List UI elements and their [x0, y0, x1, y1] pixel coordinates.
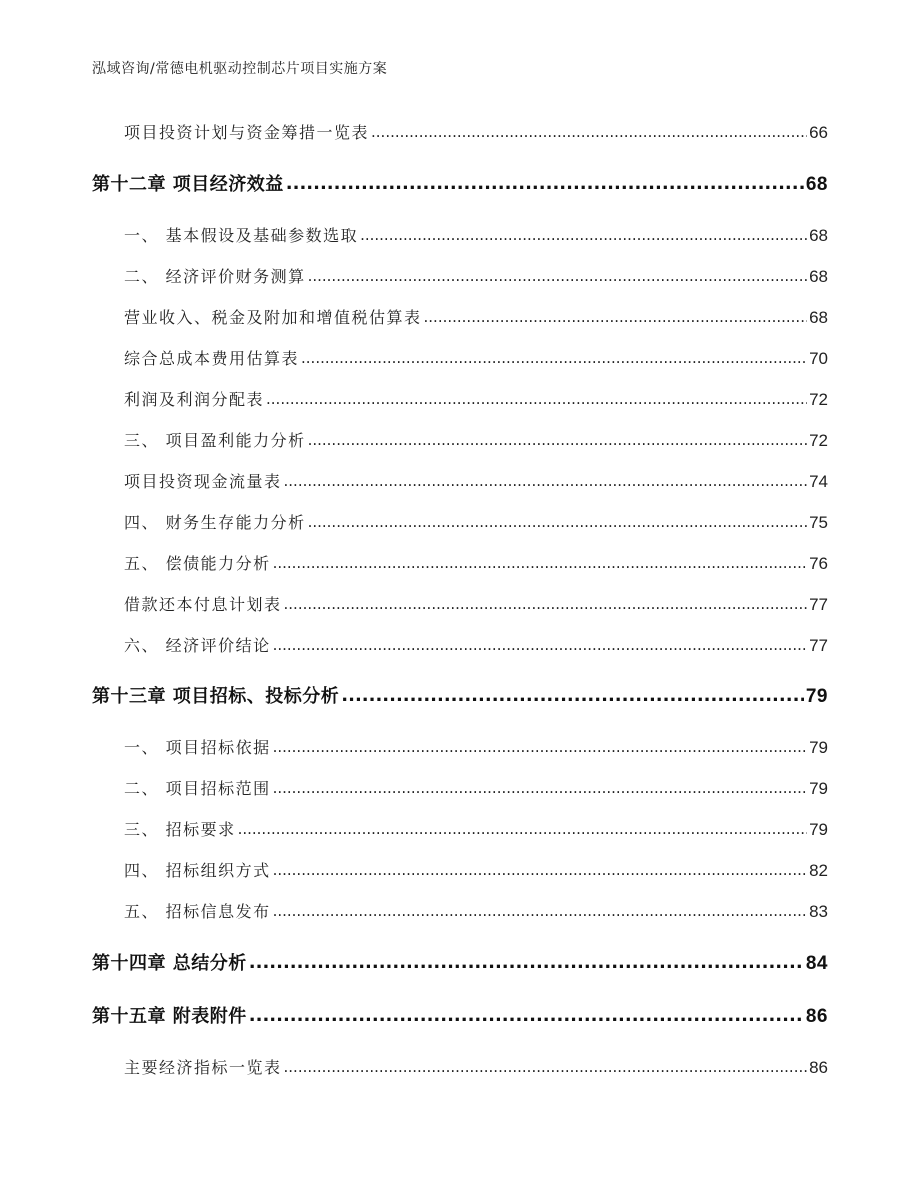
toc-entry-page: 68 — [809, 226, 828, 245]
toc-entry-page: 77 — [809, 636, 828, 655]
toc-entry[interactable] — [124, 473, 828, 490]
toc-entry-page: 68 — [809, 308, 828, 327]
dot-leader — [286, 175, 804, 193]
toc-entry-title: 四、 招标组织方式 — [124, 861, 271, 880]
dot-leader — [273, 555, 807, 571]
toc-entry[interactable] — [124, 309, 828, 326]
dot-leader — [266, 391, 807, 407]
toc-chapter-title: 第十三章 项目招标、投标分析 — [92, 686, 340, 707]
toc-entry-title: 二、 经济评价财务测算 — [124, 267, 306, 286]
dot-leader — [273, 739, 807, 755]
toc-entry-page: 86 — [809, 1058, 828, 1077]
toc-entry[interactable] — [124, 227, 828, 244]
toc-entry-title: 二、 项目招标范围 — [124, 779, 271, 798]
dot-leader — [371, 124, 807, 140]
toc-entry-title: 综合总成本费用估算表 — [124, 349, 300, 368]
dot-leader — [284, 1059, 808, 1075]
toc-chapter-page: 79 — [805, 686, 828, 707]
dot-leader — [308, 268, 807, 284]
toc-entry-title: 五、 招标信息发布 — [124, 902, 271, 921]
toc-entry[interactable] — [124, 350, 828, 367]
toc-entry[interactable] — [124, 555, 828, 572]
toc-entry-page: 82 — [809, 861, 828, 880]
toc-entry-title: 借款还本付息计划表 — [124, 595, 282, 614]
toc-entry-title: 五、 偿债能力分析 — [124, 554, 271, 573]
toc-entry-title: 利润及利润分配表 — [124, 390, 265, 409]
toc-entry[interactable] — [124, 862, 828, 879]
toc-entry[interactable] — [124, 432, 828, 449]
toc-chapter-page: 68 — [805, 174, 828, 195]
dot-leader — [284, 596, 808, 612]
toc-entry-page: 74 — [809, 472, 828, 491]
toc-entry-page: 79 — [809, 779, 828, 798]
toc-entry[interactable] — [124, 637, 828, 654]
toc-entry-page: 77 — [809, 595, 828, 614]
toc-entry[interactable] — [124, 124, 828, 141]
toc-chapter-title: 第十二章 项目经济效益 — [92, 174, 284, 195]
toc-chapter-page: 86 — [805, 1006, 828, 1027]
toc-chapter-entry[interactable] — [92, 1007, 828, 1026]
toc-chapter-title: 第十五章 附表附件 — [92, 1006, 247, 1027]
toc-chapter-page: 84 — [805, 953, 828, 974]
toc-entry[interactable] — [124, 903, 828, 920]
running-header: 泓域咨询/常德电机驱动控制芯片项目实施方案 — [92, 61, 388, 77]
toc-entry-title: 四、 财务生存能力分析 — [124, 513, 306, 532]
toc-entry[interactable] — [124, 739, 828, 756]
dot-leader — [308, 514, 807, 530]
dot-leader — [273, 637, 807, 653]
toc-entry-page: 76 — [809, 554, 828, 573]
dot-leader — [238, 821, 807, 837]
toc-entry[interactable] — [124, 780, 828, 797]
toc-entry-page: 79 — [809, 820, 828, 839]
toc-entry-page: 83 — [809, 902, 828, 921]
toc-entry-title: 一、 基本假设及基础参数选取 — [124, 226, 359, 245]
toc-entry[interactable] — [124, 514, 828, 531]
dot-leader — [249, 1007, 804, 1025]
dot-leader — [284, 473, 808, 489]
toc-entry-page: 75 — [809, 513, 828, 532]
toc-entry-page: 79 — [809, 738, 828, 757]
dot-leader — [341, 687, 804, 705]
dot-leader — [360, 227, 807, 243]
dot-leader — [273, 903, 807, 919]
dot-leader — [273, 862, 807, 878]
toc-chapter-entry[interactable] — [92, 175, 828, 194]
dot-leader — [273, 780, 807, 796]
toc-entry-title: 项目投资现金流量表 — [124, 472, 282, 491]
toc-chapter-title: 第十四章 总结分析 — [92, 953, 247, 974]
toc-entry[interactable] — [124, 391, 828, 408]
toc-chapter-entry[interactable] — [92, 954, 828, 973]
dot-leader — [301, 350, 807, 366]
toc-entry[interactable] — [124, 821, 828, 838]
toc-entry-title: 主要经济指标一览表 — [124, 1058, 282, 1077]
dot-leader — [308, 432, 807, 448]
toc-entry-title: 六、 经济评价结论 — [124, 636, 271, 655]
toc-entry-page: 70 — [809, 349, 828, 368]
toc-entry-title: 项目投资计划与资金筹措一览表 — [124, 123, 370, 142]
toc-entry[interactable] — [124, 1059, 828, 1076]
toc-entry-title: 三、 招标要求 — [124, 820, 236, 839]
toc-entry-page: 72 — [809, 390, 828, 409]
toc-entry-title: 三、 项目盈利能力分析 — [124, 431, 306, 450]
dot-leader — [249, 954, 804, 972]
toc-entry-title: 一、 项目招标依据 — [124, 738, 271, 757]
toc-entry-page: 66 — [809, 123, 828, 142]
toc-entry-title: 营业收入、税金及附加和增值税估算表 — [124, 308, 422, 327]
toc-chapter-entry[interactable] — [92, 687, 828, 706]
dot-leader — [424, 309, 808, 325]
toc-entry[interactable] — [124, 268, 828, 285]
toc-entry-page: 72 — [809, 431, 828, 450]
toc-entry-page: 68 — [809, 267, 828, 286]
toc-entry[interactable] — [124, 596, 828, 613]
